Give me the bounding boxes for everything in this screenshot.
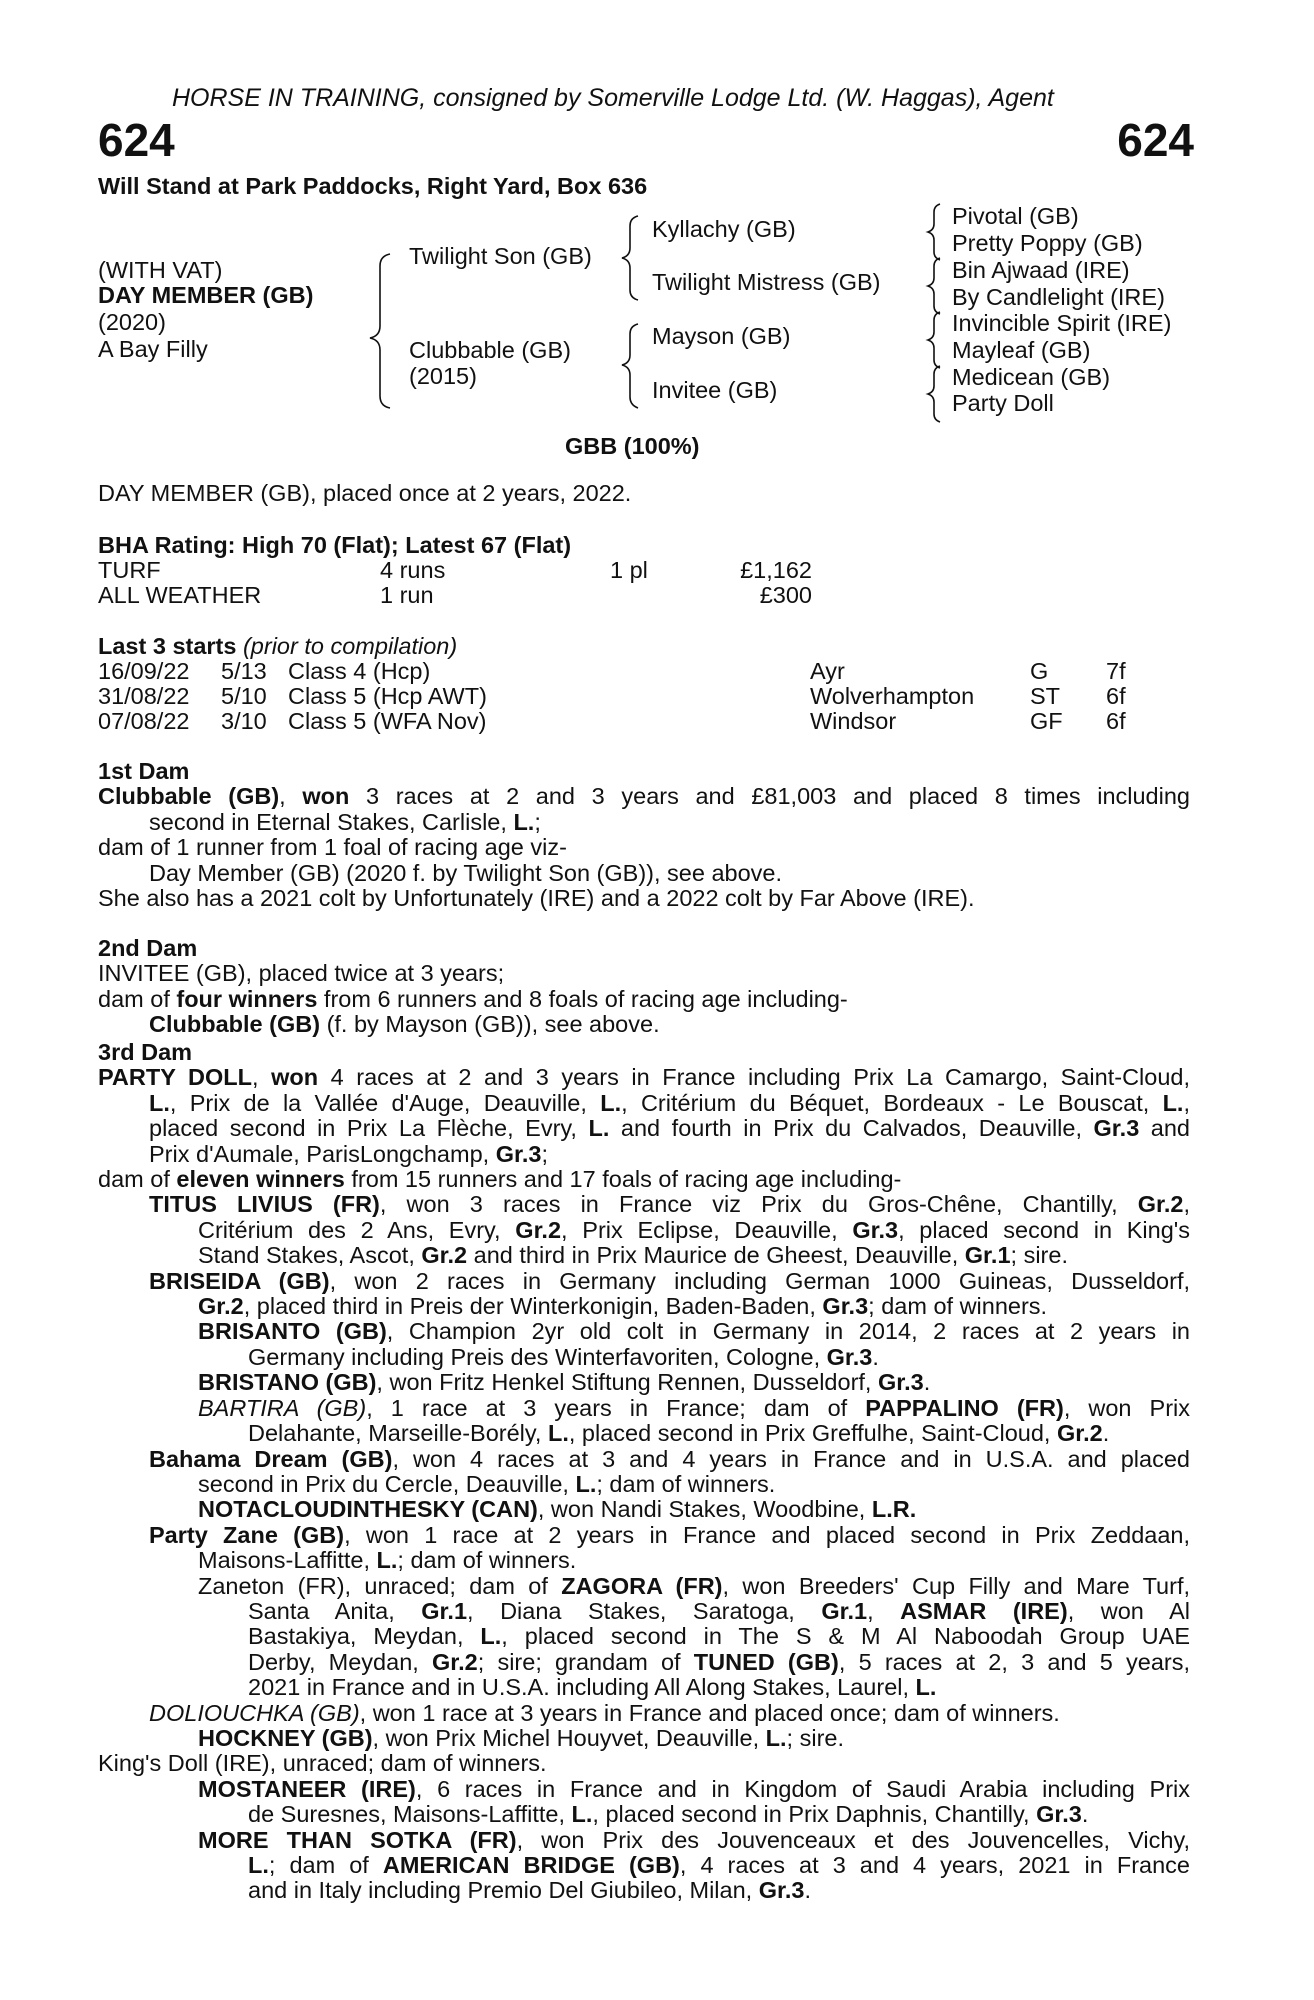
second-dam-section: [98, 936, 1190, 1038]
sire-dam: Twilight Mistress (GB): [652, 269, 881, 295]
start-going: G: [1030, 658, 1049, 684]
start-distance: 6f: [1106, 708, 1126, 734]
last-starts-title: Last 3 starts: [98, 633, 237, 659]
text-run: , 1 race at 3 years in France; dam of: [366, 1394, 866, 1421]
text-run: MOSTANEER (IRE): [198, 1775, 416, 1802]
text-run: , won 3 races in France viz Prix du Gros-Chêne, Chantilly,: [379, 1191, 1138, 1218]
text-run: Gr.3: [1036, 1801, 1082, 1828]
third-dam-line: [98, 1701, 1190, 1726]
text-run: L.: [600, 1089, 622, 1116]
text-run: PARTY DOLL: [98, 1064, 252, 1091]
dam-year: (2015): [409, 363, 477, 389]
text-run: L.: [575, 1470, 597, 1497]
text-run: L.: [480, 1623, 502, 1650]
third-dam-line: [98, 1243, 1190, 1268]
text-run: , Critérium du Béquet, Bordeaux - Le Bouscat,: [621, 1089, 1163, 1116]
punctuation: ;: [534, 808, 541, 835]
start-race: Class 4 (Hcp): [288, 658, 431, 684]
rating-runs: 4 runs: [380, 557, 446, 583]
text-run: and in Italy including Premio Del Giubileo, Milan,: [248, 1877, 759, 1904]
text-run: BRISTANO (GB): [198, 1369, 377, 1396]
text-run: Prix d'Aumale, ParisLongchamp,: [149, 1140, 496, 1167]
second-dam-line: [98, 987, 1190, 1012]
text-run: Clubbable (GB): [149, 1011, 321, 1038]
g3-1: Pivotal (GB): [952, 203, 1079, 229]
text-run: , won 4 races at 3 and 4 years in France and in U.S.A. and placed: [392, 1445, 1190, 1472]
text-run: second in Prix du Cercle, Deauville,: [198, 1470, 576, 1497]
second-dam-line: INVITEE (GB), placed twice at 3 years;: [98, 960, 505, 987]
rating-prize: £1,162: [740, 557, 812, 583]
third-dam-line: [98, 1650, 1190, 1675]
start-race: Class 5 (WFA Nov): [288, 708, 487, 734]
text-run: ,: [867, 1597, 901, 1624]
text-run: .: [923, 1369, 931, 1396]
text-run: Gr.3: [826, 1343, 873, 1370]
third-dam-line: [98, 1447, 1190, 1472]
text-run: L.: [571, 1801, 593, 1828]
third-dam-lines: [98, 1065, 1190, 1903]
g3-3: Bin Ajwaad (IRE): [952, 257, 1130, 283]
third-dam-line: [98, 1370, 1190, 1395]
text-run: dam of: [98, 985, 170, 1012]
last-starts-note: (prior to compilation): [242, 633, 458, 659]
text-run: ;: [541, 1140, 548, 1167]
text-run: .: [1102, 1420, 1110, 1447]
consignor-line: HORSE IN TRAINING, consigned by Somerville Lodge Ltd. (W. Haggas), Agent: [172, 84, 1054, 112]
text-run: ; sire; grandam of: [477, 1648, 694, 1675]
text-run: TUNED (GB): [693, 1648, 839, 1675]
first-dam-name: Clubbable (GB): [98, 783, 280, 810]
text-run: , Diana Stakes, Saratoga,: [467, 1597, 822, 1624]
lot-number-right: 624: [1117, 114, 1194, 166]
breeding-percentage: GBB (100%): [565, 433, 700, 459]
text-run: Bahama Dream (GB): [149, 1445, 393, 1472]
horse-description: A Bay Filly: [98, 336, 208, 362]
text-run: BRISEIDA (GB): [149, 1267, 330, 1294]
horse-year: (2020): [98, 309, 166, 335]
sire: Twilight Son (GB): [409, 243, 592, 269]
text-run: , won Fritz Henkel Stiftung Rennen, Dusseldorf,: [376, 1369, 878, 1396]
text-run: Stand Stakes, Ascot,: [198, 1242, 422, 1269]
stand-location: Will Stand at Park Paddocks, Right Yard, Box 636: [98, 173, 648, 199]
text-run: Party Zane (GB): [149, 1521, 345, 1548]
text-run: NOTACLOUDINTHESKY (CAN): [198, 1496, 538, 1523]
text-run: ASMAR (IRE): [900, 1597, 1068, 1624]
text-run: Gr.1: [421, 1597, 468, 1624]
text-run: Gr.3: [1093, 1115, 1140, 1142]
text-run: ,: [252, 1064, 272, 1091]
text-run: ; sire.: [1010, 1242, 1068, 1269]
text-run: Bastakiya, Meydan,: [248, 1623, 481, 1650]
first-dam-line: Clubbable (GB), won 3 races at 2 and 3 years and £81,003 and placed 8 times including: [98, 783, 1190, 810]
second-dam-line: [98, 1012, 1190, 1037]
start-date: 16/09/22: [98, 658, 190, 684]
text-run: PAPPALINO (FR): [865, 1394, 1064, 1421]
text-run: Zaneton (FR), unraced; dam of: [198, 1572, 562, 1599]
text-run: Gr.3: [495, 1140, 542, 1167]
text-run: Maisons-Laffitte,: [198, 1547, 377, 1574]
text-run: Gr.3: [758, 1877, 805, 1904]
first-dam-title: 1st Dam: [98, 758, 190, 784]
text-run: Gr.2: [1137, 1191, 1184, 1218]
text-run: de Suresnes, Maisons-Laffitte,: [248, 1801, 572, 1828]
third-dam-line: [98, 1319, 1190, 1344]
rating-placed: 1 pl: [610, 557, 648, 583]
text-run: , placed second in Prix Daphnis, Chantilly,: [592, 1801, 1037, 1828]
third-dam-line: [98, 1853, 1190, 1878]
third-dam-line: [98, 1828, 1190, 1853]
text-run: , 4 races at 3 and 4 years, 2021 in France: [679, 1852, 1190, 1878]
text-run: four winners: [176, 985, 318, 1012]
text-run: L.: [248, 1852, 269, 1878]
first-dam-record: 3 races at 2 and 3 years and £81,003 and placed 8 times including: [365, 783, 1190, 810]
text-run: , 5 races at 2, 3 and 5 years,: [838, 1648, 1191, 1675]
g3-6: Mayleaf (GB): [952, 337, 1091, 363]
text-run: TITUS LIVIUS (FR): [149, 1191, 380, 1218]
horse-name: DAY MEMBER (GB): [98, 282, 314, 308]
text-run: , Champion 2yr old colt in Germany in 2014, 2 races at 2 years in: [386, 1318, 1190, 1345]
start-distance: 6f: [1106, 683, 1126, 709]
text-run: .: [1081, 1801, 1089, 1828]
third-dam-line: [98, 1624, 1190, 1649]
text-run: 2021 in France and in U.S.A. including All Along Stakes, Laurel,: [248, 1674, 916, 1701]
text-run: Santa Anita,: [248, 1597, 422, 1624]
text-run: ZAGORA (FR): [561, 1572, 723, 1599]
third-dam-line: [98, 1294, 1190, 1319]
text-run: ; dam of winners.: [397, 1547, 577, 1574]
text-run: , won Breeders' Cup Filly and Mare Turf,: [722, 1572, 1191, 1599]
first-dam-line: [98, 810, 1190, 835]
text-run: eleven winners: [176, 1166, 345, 1193]
rating-surface: ALL WEATHER: [98, 582, 262, 608]
race-summary: DAY MEMBER (GB), placed once at 2 years, 2022.: [98, 480, 632, 506]
text-run: L.R.: [871, 1496, 917, 1523]
first-dam-line: She also has a 2021 colt by Unfortunately (IRE) and a 2022 colt by Far Above (IRE).: [98, 885, 975, 912]
text-run: dam of: [98, 1166, 177, 1193]
text-run: Gr.3: [878, 1369, 924, 1396]
g3-5: Invincible Spirit (IRE): [952, 310, 1172, 336]
first-dam-line: dam of 1 runner from 1 foal of racing age viz-: [98, 834, 567, 861]
text-run: DOLIOUCHKA (GB): [149, 1699, 360, 1726]
third-dam-section: [98, 1040, 1190, 1904]
start-date: 31/08/22: [98, 683, 190, 709]
text-run: Critérium des 2 Ans, Evry,: [198, 1216, 516, 1243]
text-run: , won 1 race at 2 years in France and placed second in Prix Zeddaan,: [344, 1521, 1190, 1548]
first-dam-placing: second in Eternal Stakes, Carlisle,: [149, 808, 507, 835]
text-run: Gr.3: [852, 1216, 899, 1243]
text-run: , won 1 race at 3 years in France and placed once; dam of winners.: [359, 1699, 1060, 1726]
text-run: and third in Prix Maurice de Gheest, Deauville,: [467, 1242, 965, 1269]
text-run: MORE THAN SOTKA (FR): [198, 1826, 517, 1853]
third-dam-line: [98, 1523, 1190, 1548]
text-run: (f. by Mayson (GB)), see above.: [326, 1011, 660, 1038]
text-run: , placed third in Preis der Winterkonigin, Baden-Baden,: [243, 1293, 823, 1320]
third-dam-line: [98, 1574, 1190, 1599]
text-run: L.: [547, 1420, 569, 1447]
text-run: L.: [149, 1089, 170, 1116]
text-run: .: [804, 1877, 811, 1904]
g3-2: Pretty Poppy (GB): [952, 230, 1143, 256]
text-run: L.: [1162, 1089, 1184, 1116]
first-dam-line: Day Member (GB) (2020 f. by Twilight Son (GB)), see above.: [149, 859, 783, 886]
start-going: GF: [1030, 708, 1063, 734]
text-run: .: [872, 1343, 879, 1370]
third-dam-line: [98, 1802, 1190, 1827]
text-run: HOCKNEY (GB): [198, 1724, 373, 1751]
start-race: Class 5 (Hcp AWT): [288, 683, 487, 709]
third-dam-line: [98, 1345, 1190, 1370]
text-run: Gr.2: [421, 1242, 468, 1269]
third-dam-line: [98, 1065, 1190, 1090]
start-course: Ayr: [810, 658, 845, 684]
third-dam-line: [98, 1472, 1190, 1497]
start-date: 07/08/22: [98, 708, 190, 734]
text-run: , placed second in Prix Greffulhe, Saint-Cloud,: [568, 1420, 1057, 1447]
text-run: Gr.3: [822, 1293, 869, 1320]
g3-4: By Candlelight (IRE): [952, 284, 1165, 310]
third-dam-line: [98, 1396, 1190, 1421]
text-run: ; dam of: [268, 1852, 383, 1878]
third-dam-line: [98, 1167, 1190, 1192]
start-course: Wolverhampton: [810, 683, 975, 709]
text-run: placed second in Prix La Flèche, Evry,: [149, 1115, 589, 1142]
rating-runs: 1 run: [380, 582, 434, 608]
text-run: Gr.1: [964, 1242, 1011, 1269]
rating-surface: TURF: [98, 557, 161, 583]
text-run: , won Prix des Jouvenceaux et des Jouvencelles, Vichy,: [516, 1826, 1191, 1853]
text-run: Derby, Meydan,: [248, 1648, 432, 1675]
text-run: L.: [765, 1724, 787, 1751]
rating-title: BHA Rating: High 70 (Flat); Latest 67 (Flat): [98, 532, 572, 558]
text-run: , won Al: [1067, 1597, 1190, 1624]
text-run: , won Prix Michel Houyvet, Deauville,: [372, 1724, 766, 1751]
text-run: , Prix de la Vallée d'Auge, Deauville,: [169, 1089, 601, 1116]
start-distance: 7f: [1106, 658, 1126, 684]
lot-number-left: 624: [98, 114, 175, 166]
third-dam-line: [98, 1497, 1190, 1522]
text-run: Gr.2: [198, 1293, 244, 1320]
third-dam-title: 3rd Dam: [98, 1039, 193, 1065]
text-run: AMERICAN BRIDGE (GB): [382, 1852, 680, 1878]
text-run: 4 races at 2 and 3 years in France including Prix La Camargo, Saint-Cloud,: [318, 1064, 1191, 1091]
text-run: , won Nandi Stakes, Woodbine,: [537, 1496, 872, 1523]
text-run: and: [1139, 1115, 1191, 1142]
start-going: ST: [1030, 683, 1061, 709]
third-dam-line: [98, 1726, 1190, 1751]
text-run: Delahante, Marseille-Borély,: [248, 1420, 548, 1447]
third-dam-line: [98, 1091, 1190, 1116]
third-dam-line: [98, 1116, 1190, 1141]
rating-prize: £300: [759, 582, 812, 608]
start-position: 5/10: [221, 683, 267, 709]
text-run: King's Doll (IRE), unraced; dam of winners.: [98, 1750, 547, 1777]
third-dam-line: [98, 1192, 1190, 1217]
text-run: BRISANTO (GB): [198, 1318, 387, 1345]
g3-7: Medicean (GB): [952, 364, 1111, 390]
text-run: ; dam of winners.: [596, 1470, 776, 1497]
text-run: and fourth in Prix du Calvados, Deauville,: [609, 1115, 1094, 1142]
second-dam-title: 2nd Dam: [98, 935, 198, 961]
third-dam-line: [98, 1218, 1190, 1243]
text-run: Gr.2: [432, 1648, 478, 1675]
third-dam-line: [98, 1751, 1190, 1776]
dam-sire: Mayson (GB): [652, 323, 791, 349]
text-run: ,: [1183, 1191, 1190, 1218]
text-run: Germany including Preis des Winterfavoriten, Cologne,: [248, 1343, 827, 1370]
text-run: ,: [1183, 1089, 1190, 1116]
text-run: , Prix Eclipse, Deauville,: [561, 1216, 853, 1243]
third-dam-line: [98, 1675, 1190, 1700]
g3-8: Party Doll: [952, 390, 1054, 416]
last-starts-heading: [98, 634, 457, 659]
third-dam-line: [98, 1599, 1190, 1624]
text-run: , won 2 races in Germany including German 1000 Guineas, Dusseldorf,: [329, 1267, 1190, 1294]
text-run: ; dam of winners.: [868, 1293, 1048, 1320]
third-dam-line: [98, 1269, 1190, 1294]
third-dam-line: [98, 1142, 1190, 1167]
text-run: , placed second in King's: [898, 1216, 1190, 1243]
first-dam-section: [98, 759, 1190, 911]
dam: Clubbable (GB): [409, 337, 571, 363]
text-run: , 6 races in France and in Kingdom of Saudi Arabia including Prix: [415, 1775, 1190, 1802]
text-run: BARTIRA (GB): [198, 1394, 367, 1421]
text-run: won: [271, 1064, 319, 1091]
third-dam-line: [98, 1777, 1190, 1802]
start-course: Windsor: [810, 708, 897, 734]
start-position: 3/10: [221, 708, 267, 734]
third-dam-line: [98, 1421, 1190, 1446]
start-position: 5/13: [221, 658, 267, 684]
third-dam-line: [98, 1548, 1190, 1573]
race-grade: L.: [513, 808, 535, 835]
text-run: L.: [376, 1547, 398, 1574]
vat-label: (WITH VAT): [98, 257, 223, 283]
text-run: , won Prix: [1063, 1394, 1190, 1421]
text-run: ; sire.: [786, 1724, 845, 1751]
won-label: won: [302, 783, 350, 810]
text-run: Gr.1: [821, 1597, 868, 1624]
text-run: from 15 runners and 17 foals of racing age including-: [344, 1166, 902, 1193]
third-dam-line: [98, 1878, 1190, 1903]
dam-dam: Invitee (GB): [652, 377, 778, 403]
text-run: , placed second in The S & M Al Naboodah Group UAE: [501, 1623, 1190, 1650]
text-run: L.: [588, 1115, 610, 1142]
pedigree-brackets: [0, 0, 1314, 420]
text-run: from 6 runners and 8 foals of racing age including-: [323, 985, 848, 1012]
sire-sire: Kyllachy (GB): [652, 216, 796, 242]
text-run: Gr.2: [1056, 1420, 1103, 1447]
text-run: L.: [915, 1674, 937, 1701]
text-run: Gr.2: [515, 1216, 562, 1243]
